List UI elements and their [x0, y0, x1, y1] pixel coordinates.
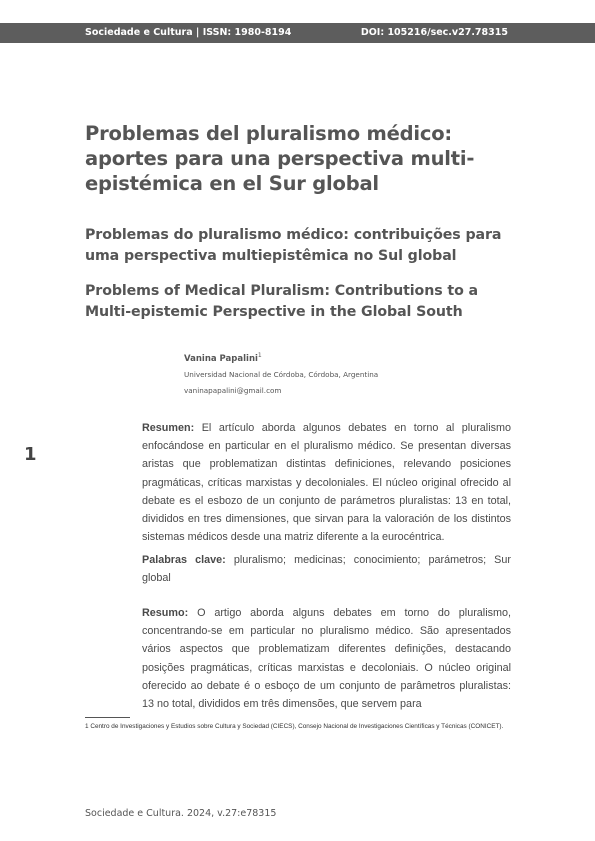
- author-block: [184, 349, 504, 398]
- keywords-text: pluralismo; medicinas; conocimiento; parámetros; Sur global: [142, 554, 511, 585]
- author-affiliation: Universidad Nacional de Córdoba, Córdoba, Argentina: [184, 369, 379, 379]
- running-header: [0, 23, 595, 43]
- keywords-label: Palabras clave:: [142, 554, 226, 566]
- keywords-spanish: [142, 551, 511, 587]
- author-name: [184, 349, 504, 366]
- author-name-text: Vanina Papalini: [184, 353, 258, 364]
- author-footnote-mark: 1: [257, 352, 262, 359]
- abstract-label: Resumo:: [142, 607, 189, 619]
- title-portuguese: Problemas do pluralismo médico: contribuições para uma perspectiva multiepistêmica no Sul global: [85, 227, 502, 264]
- abstract-label: Resumen:: [142, 422, 195, 434]
- journal-issn: Sociedade e Cultura | ISSN: 1980-8194: [85, 27, 292, 38]
- title-spanish: Problemas del pluralismo médico: aportes para una perspectiva multi-epistémica en el Sur global: [85, 122, 475, 195]
- footnote: 1 Centro de Investigaciones y Estudios sobre Cultura y Sociedad (CIECS), Consejo Nacional de Investigaciones Científicas y Técnicas (CONICET).: [85, 723, 504, 730]
- title-english: Problems of Medical Pluralism: Contributions to a Multi-epistemic Perspective in the Global South: [85, 283, 479, 320]
- footnote-divider: [85, 717, 130, 718]
- abstract-text: O artigo aborda alguns debates em torno do pluralismo, concentrando-se em particular no pluralismo médico. São apresentados vários aspectos que problematizam diferentes definições, destacando posições pragmáticas, críticas marxistas e decoloniais. O núcleo original oferecido ao debate é o esboço de um conjunto de parâmetros pluralistas: 13 no total, divididos em três dimensões, que servem para: [142, 607, 511, 711]
- page-footer: Sociedade e Cultura. 2024, v.27:e78315: [85, 808, 277, 819]
- abstract-spanish: [142, 419, 511, 546]
- abstract-portuguese: [142, 604, 511, 712]
- page-number: 1: [24, 444, 37, 465]
- abstract-text: El artículo aborda algunos debates en torno al pluralismo enfocándose en particular en el pluralismo médico. Se presentan diversas aristas que problematizan distintas definiciones, relevando posiciones pragmáticas, críticas marxistas y decoloniales. El núcleo original ofrecido al debate es el esbozo de un conjunto de parámetros pluralistas: 13 en total, divididos en tres dimensiones, que sirvan para la valoración de los distintos sistemas médicos desde una matriz diferente a la eurocéntrica.: [142, 422, 512, 544]
- doi-label: DOI: 105216/sec.v27.78315: [360, 27, 508, 38]
- author-email[interactable]: vaninapapalini@gmail.com: [184, 385, 282, 395]
